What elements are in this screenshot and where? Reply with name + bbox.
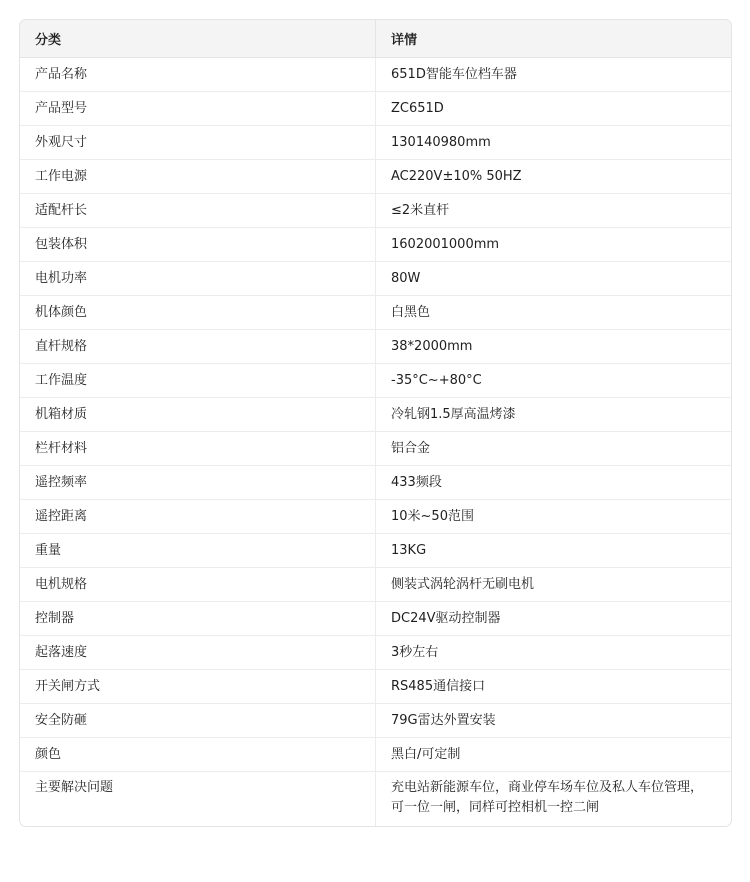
row-key: 直杆规格 <box>20 330 376 364</box>
table-row <box>20 126 731 160</box>
row-value: 3秒左右 <box>376 636 731 670</box>
row-value: RS485通信接口 <box>376 670 731 704</box>
row-key: 控制器 <box>20 602 376 636</box>
row-value: ZC651D <box>376 92 731 126</box>
spec-table-header <box>20 20 731 58</box>
spec-table-body <box>20 58 731 826</box>
row-key: 工作电源 <box>20 160 376 194</box>
table-row <box>20 636 731 670</box>
row-key: 遥控频率 <box>20 466 376 500</box>
row-value: 铝合金 <box>376 432 731 466</box>
row-key: 外观尺寸 <box>20 126 376 160</box>
row-value: ≤2米直杆 <box>376 194 731 228</box>
row-value: DC24V驱动控制器 <box>376 602 731 636</box>
row-value: 38*2000mm <box>376 330 731 364</box>
row-value: 白黑色 <box>376 296 731 330</box>
row-key: 机箱材质 <box>20 398 376 432</box>
row-value: 充电站新能源车位，商业停车场车位及私人车位管理，可一位一闸，同样可控相机一控二闸 <box>391 780 704 815</box>
row-value: 433频段 <box>376 466 731 500</box>
row-value: 1602001000mm <box>376 228 731 262</box>
row-value: AC220V±10% 50HZ <box>376 160 731 194</box>
table-row <box>20 398 731 432</box>
row-key: 安全防砸 <box>20 704 376 738</box>
table-row <box>20 228 731 262</box>
header-category: 分类 <box>20 20 376 58</box>
table-row <box>20 194 731 228</box>
table-row <box>20 568 731 602</box>
table-row <box>20 670 731 704</box>
row-key: 电机功率 <box>20 262 376 296</box>
table-row <box>20 704 731 738</box>
row-value: 13KG <box>376 534 731 568</box>
row-value: -35°C~+80°C <box>376 364 731 398</box>
row-key: 产品名称 <box>20 58 376 92</box>
table-row <box>20 330 731 364</box>
row-key: 栏杆材料 <box>20 432 376 466</box>
header-row <box>20 20 731 58</box>
row-key: 遥控距离 <box>20 500 376 534</box>
table-row <box>20 738 731 772</box>
row-key: 包装体积 <box>20 228 376 262</box>
spec-table-container <box>19 19 730 827</box>
row-key: 电机规格 <box>20 568 376 602</box>
row-key: 适配杆长 <box>20 194 376 228</box>
row-key: 颜色 <box>20 738 376 772</box>
table-row <box>20 534 731 568</box>
row-value: 651D智能车位档车器 <box>376 58 731 92</box>
spec-table <box>19 19 732 827</box>
row-value: 10米~50范围 <box>376 500 731 534</box>
row-value: 冷轧钢1.5厚高温烤漆 <box>376 398 731 432</box>
row-value: 79G雷达外置安装 <box>376 704 731 738</box>
row-key: 产品型号 <box>20 92 376 126</box>
row-key: 机体颜色 <box>20 296 376 330</box>
table-row <box>20 160 731 194</box>
row-key: 重量 <box>20 534 376 568</box>
table-row <box>20 58 731 92</box>
table-row <box>20 92 731 126</box>
row-key: 工作温度 <box>20 364 376 398</box>
row-key: 开关闸方式 <box>20 670 376 704</box>
row-value: 80W <box>376 262 731 296</box>
table-row <box>20 262 731 296</box>
header-details: 详情 <box>376 20 731 58</box>
table-row <box>20 500 731 534</box>
row-value: 黑白/可定制 <box>376 738 731 772</box>
row-key: 起落速度 <box>20 636 376 670</box>
table-row <box>20 296 731 330</box>
row-value: 130140980mm <box>376 126 731 160</box>
table-row <box>20 364 731 398</box>
row-key: 主要解决问题 <box>20 772 376 826</box>
row-value: 侧装式涡轮涡杆无刷电机 <box>376 568 731 602</box>
table-row <box>20 602 731 636</box>
table-row <box>20 432 731 466</box>
table-row <box>20 772 731 826</box>
table-row <box>20 466 731 500</box>
